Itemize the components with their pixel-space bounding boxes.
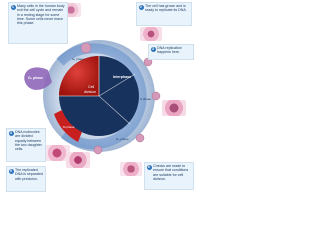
callout-number-3: 3 [152, 46, 154, 51]
micrograph-top-right [140, 27, 162, 41]
callout-number-5: 5 [10, 168, 12, 173]
s-label: S phase [140, 97, 152, 101]
center-label-line1: Cell [88, 85, 95, 89]
callout-text-4: DNA molecules are divided equally between the two daughter cells. [15, 130, 42, 152]
callout-1 [8, 2, 68, 44]
callout-number-4: 4 [10, 130, 12, 135]
callout-4 [6, 128, 46, 162]
cell-image-bottom-right [136, 134, 144, 142]
callout-5 [6, 166, 46, 192]
callout-number-6: 6 [148, 164, 150, 169]
g0-label: G₀ phase [28, 76, 43, 80]
m-label: M phase [63, 125, 75, 129]
cell-image-bottom [94, 146, 102, 154]
interphase-label: Interphase [113, 75, 132, 79]
callout-text-3: DNA replication happens here. [157, 46, 182, 55]
micrograph-bottom-right [120, 162, 142, 176]
callout-text-6: Checks are made to ensure that conditions are suitable for cell division. [153, 164, 189, 181]
callout-6 [144, 162, 194, 190]
g1-label: G₁ phase [72, 57, 85, 61]
callout-number-1: 1 [12, 4, 14, 9]
callout-number-2: 2 [140, 4, 142, 9]
cell-image-right [152, 92, 160, 100]
callout-text-1: Many cells in the human body exit the cell cycle and remain in a resting stage for some time. Some cells never leave this phase. [17, 4, 65, 26]
g2-label: G₂ phase [116, 137, 129, 141]
callout-text-2: The cell has grown and is ready to replicate its DNA. [145, 4, 187, 13]
callout-3 [148, 44, 194, 60]
center-label-line2: division [84, 90, 96, 94]
callout-text-5: The replicated DNA is separated with precision. [15, 168, 43, 181]
micrograph-bottom-center [66, 152, 90, 168]
micrograph-right [162, 100, 186, 116]
cell-image-top [81, 43, 91, 53]
callout-2 [136, 2, 192, 26]
